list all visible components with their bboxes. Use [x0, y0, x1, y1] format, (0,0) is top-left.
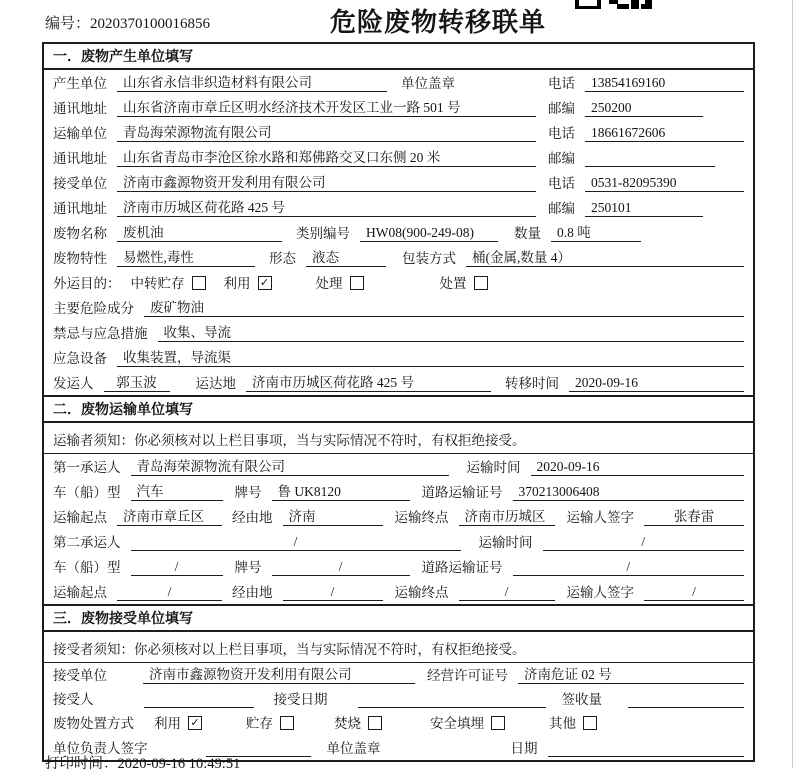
- address-label: 通讯地址: [53, 101, 107, 116]
- quantity-label: 数量: [514, 226, 541, 241]
- taboo-measures-row: [44, 320, 753, 345]
- option-label: 中转贮存: [130, 276, 185, 291]
- carrier-signature-label: 运输人签字: [566, 510, 634, 525]
- serial-number: [45, 12, 210, 33]
- origin-label: 运输起点: [53, 510, 107, 525]
- option-label: 贮存: [246, 716, 273, 731]
- phone-value: 0531-82095390: [585, 174, 744, 192]
- origin-value: 济南市章丘区: [117, 508, 222, 526]
- shipper-label: 发运人: [53, 376, 94, 391]
- phone-label: 电话: [548, 176, 575, 191]
- unit-seal-label: 单位盖章: [326, 741, 381, 756]
- section-3-title: 三．废物接受单位填写: [44, 604, 753, 632]
- address-group: [53, 199, 548, 217]
- accept-date-label: 接受日期: [273, 692, 328, 707]
- plate-number-label: 牌号: [234, 485, 262, 500]
- option-label: 利用: [154, 716, 181, 731]
- first-carrier-row: [44, 454, 753, 479]
- physical-form-value: 液态: [306, 249, 386, 267]
- road-permit-value: /: [513, 558, 745, 576]
- transporter-address-row: [44, 145, 753, 170]
- section-1-title: 一．废物产生单位填写: [44, 44, 753, 70]
- address-label: 通讯地址: [53, 201, 107, 216]
- option-label: 处理: [315, 276, 343, 291]
- zip-label: 邮编: [548, 101, 575, 116]
- disposal-option-other: [549, 715, 597, 732]
- packing-value: 桶(金属,数量 4）: [466, 249, 744, 267]
- purpose-option-utilize: [224, 275, 272, 292]
- first-carrier-label: 第一承运人: [53, 460, 121, 475]
- category-code-label: 类别编号: [296, 226, 350, 241]
- zip-value: [585, 150, 715, 167]
- disposal-option-storage: [246, 715, 294, 732]
- vehicle-type-value: /: [131, 558, 223, 576]
- endpoint-value: /: [459, 583, 555, 601]
- receiver-unit-value: 济南市鑫源物资开发利用有限公司: [117, 174, 536, 192]
- packing-label: 包装方式: [402, 251, 456, 266]
- address-value: 山东省济南市章丘区明水经济技术开发区工业一路 501 号: [117, 99, 536, 117]
- first-carrier-value: 青岛海荣源物流有限公司: [131, 458, 449, 476]
- disposal-method-label: 废物处置方式: [53, 716, 134, 731]
- manifest-form: [42, 42, 755, 762]
- transfer-storage-checkbox: [192, 276, 206, 290]
- second-carrier-label: 第二承运人: [53, 535, 121, 550]
- second-carrier-row: [44, 529, 753, 554]
- treat-checkbox: [350, 276, 364, 290]
- print-time: [45, 752, 240, 773]
- road-permit-value: 370213006408: [513, 483, 745, 501]
- transport-time-value: 2020-09-16: [531, 458, 745, 476]
- destination-value: 济南市历城区荷花路 425 号: [246, 374, 491, 392]
- address-group: [53, 149, 548, 167]
- shipper-value: 郭玉波: [104, 374, 170, 392]
- waste-character-value: 易燃性,毒性: [117, 249, 255, 267]
- road-permit-label: 道路运输证号: [421, 485, 503, 500]
- qr-code-fragment-icon: [573, 0, 655, 10]
- carrier-signature-value: 张春雷: [644, 508, 744, 526]
- storage-checkbox: [280, 716, 294, 730]
- route-row: [44, 504, 753, 529]
- phone-value: 18661672606: [585, 124, 744, 142]
- hazard-component-value: 废矿物油: [144, 299, 744, 317]
- option-label: 安全填埋: [430, 716, 484, 731]
- accept-unit-label: 接受单位: [53, 668, 107, 683]
- date-value: [548, 740, 745, 757]
- via-label: 经由地: [232, 585, 273, 600]
- phone-label: 电话: [548, 76, 575, 91]
- page-title: 危险废物转移联单: [330, 7, 547, 37]
- plate-number-value: 鲁 UK8120: [272, 483, 410, 501]
- company-seal-label: 单位盖章: [401, 76, 455, 91]
- plate-number-label: 牌号: [234, 560, 262, 575]
- accept-person-row: [44, 687, 753, 711]
- date-label: 日期: [510, 741, 538, 756]
- zip-value: 250200: [585, 99, 703, 117]
- vehicle-row-2: [44, 554, 753, 579]
- transporter-notice: 运输者须知：你必须核对以上栏目事项，当与实际情况不符时，有权拒绝接受。: [44, 423, 753, 454]
- road-permit-label: 道路运输证号: [421, 560, 503, 575]
- accept-person-label: 接受人: [53, 692, 94, 707]
- landfill-checkbox: [491, 716, 505, 730]
- address-group: [53, 99, 548, 117]
- category-code-value: HW08(900-249-08): [360, 224, 498, 242]
- via-value: /: [283, 583, 383, 601]
- taboo-measures-label: 禁忌与应急措施: [53, 326, 148, 341]
- purpose-option-treat: [316, 275, 364, 292]
- option-label: 利用: [223, 276, 251, 291]
- via-value: 济南: [283, 508, 383, 526]
- second-carrier-value: /: [131, 533, 461, 551]
- emergency-equipment-value: 收集装置，导流渠: [117, 349, 744, 367]
- taboo-measures-value: 收集、导流: [158, 324, 745, 342]
- transporter-unit-label: 运输单位: [53, 126, 107, 141]
- transfer-time-value: 2020-09-16: [569, 374, 744, 392]
- option-label: 处置: [439, 276, 467, 291]
- vehicle-type-value: 汽车: [131, 483, 223, 501]
- purpose-option-dispose: [440, 275, 488, 292]
- accept-person-value: [144, 691, 254, 708]
- address-label: 通讯地址: [53, 151, 107, 166]
- receiver-unit-label: 接受单位: [53, 176, 107, 191]
- via-label: 经由地: [232, 510, 273, 525]
- zip-label: 邮编: [548, 201, 575, 216]
- waste-character-row: [44, 245, 753, 270]
- transfer-purpose-row: [44, 270, 753, 295]
- origin-label: 运输起点: [53, 585, 107, 600]
- disposal-option-landfill: [430, 715, 505, 732]
- option-label: 焚烧: [334, 716, 361, 731]
- transport-time-label: 运输时间: [466, 460, 521, 475]
- page-scan-edge: [792, 0, 793, 768]
- disposal-method-row: [44, 711, 753, 735]
- receiver-unit-row: [44, 170, 753, 195]
- producer-unit-row: [44, 70, 753, 95]
- carrier-signature-value: /: [644, 583, 744, 601]
- producer-group: [53, 74, 548, 92]
- chief-signature-label: 单位负责人签字: [53, 741, 148, 756]
- endpoint-label: 运输终点: [394, 585, 449, 600]
- transporter-unit-row: [44, 120, 753, 145]
- endpoint-label: 运输终点: [394, 510, 449, 525]
- phone-label: 电话: [548, 126, 575, 141]
- phone-value: 13854169160: [585, 74, 744, 92]
- receiver-group: [53, 174, 548, 192]
- serial-value: 2020370100016856: [90, 16, 211, 32]
- shipper-row: [44, 370, 753, 395]
- accept-date-value: [358, 691, 546, 708]
- producer-address-row: [44, 95, 753, 120]
- vehicle-type-label: 车（船）型: [53, 560, 121, 575]
- producer-unit-label: 产生单位: [53, 76, 107, 91]
- option-label: 其他: [549, 716, 576, 731]
- license-label: 经营许可证号: [427, 668, 508, 683]
- dispose-checkbox: [474, 276, 488, 290]
- purpose-option-transfer-storage: [131, 275, 206, 292]
- license-value: 济南危证 02 号: [518, 666, 744, 684]
- transfer-purpose-label: 外运目的：: [53, 276, 121, 291]
- physical-form-label: 形态: [269, 251, 296, 266]
- received-amount-value: [628, 691, 744, 708]
- transport-time-label: 运输时间: [478, 535, 533, 550]
- transporter-unit-value: 青岛海荣源物流有限公司: [117, 124, 536, 142]
- route-row-2: [44, 579, 753, 604]
- waste-name-value: 废机油: [117, 224, 282, 242]
- waste-character-label: 废物特性: [53, 251, 107, 266]
- utilize-checkbox: ✓: [188, 716, 202, 730]
- print-time-value: 2020-09-16 10:49:51: [117, 756, 241, 772]
- destination-label: 运达地: [195, 376, 236, 391]
- emergency-equipment-label: 应急设备: [53, 351, 107, 366]
- transfer-time-label: 转移时间: [505, 376, 559, 391]
- hazard-component-row: [44, 295, 753, 320]
- carrier-signature-label: 运输人签字: [566, 585, 634, 600]
- receiver-notice: 接受者须知：你必须核对以上栏目事项，当与实际情况不符时，有权拒绝接受。: [44, 632, 753, 663]
- transporter-group: [53, 124, 548, 142]
- plate-number-value: /: [272, 558, 410, 576]
- waste-name-label: 废物名称: [53, 226, 107, 241]
- accept-unit-row: [44, 663, 753, 687]
- print-time-label: 打印时间：: [45, 756, 118, 772]
- hazard-component-label: 主要危险成分: [53, 301, 134, 316]
- transport-time-value: /: [543, 533, 745, 551]
- vehicle-row: [44, 479, 753, 504]
- endpoint-value: 济南市历城区: [459, 508, 555, 526]
- emergency-equipment-row: [44, 345, 753, 370]
- origin-value: /: [117, 583, 222, 601]
- address-value: 济南市历城区荷花路 425 号: [117, 199, 536, 217]
- quantity-value: 0.8 吨: [551, 224, 641, 242]
- other-checkbox: [583, 716, 597, 730]
- disposal-option-incinerate: [334, 715, 382, 732]
- section-2-title: 二．废物运输单位填写: [44, 395, 753, 423]
- vehicle-type-label: 车（船）型: [53, 485, 121, 500]
- address-value: 山东省青岛市李沧区徐水路和郑佛路交叉口东侧 20 米: [117, 149, 536, 167]
- received-amount-label: 签收量: [561, 692, 602, 707]
- serial-label: 编号：: [45, 16, 91, 32]
- zip-label: 邮编: [548, 151, 575, 166]
- receiver-address-row: [44, 195, 753, 220]
- incinerate-checkbox: [368, 716, 382, 730]
- disposal-option-utilize: [154, 715, 202, 732]
- utilize-checkbox: ✓: [258, 276, 272, 290]
- accept-unit-value: 济南市鑫源物资开发利用有限公司: [143, 666, 415, 684]
- producer-unit-value: 山东省永信非织造材料有限公司: [117, 74, 387, 92]
- zip-value: 250101: [585, 199, 703, 217]
- waste-name-row: [44, 220, 753, 245]
